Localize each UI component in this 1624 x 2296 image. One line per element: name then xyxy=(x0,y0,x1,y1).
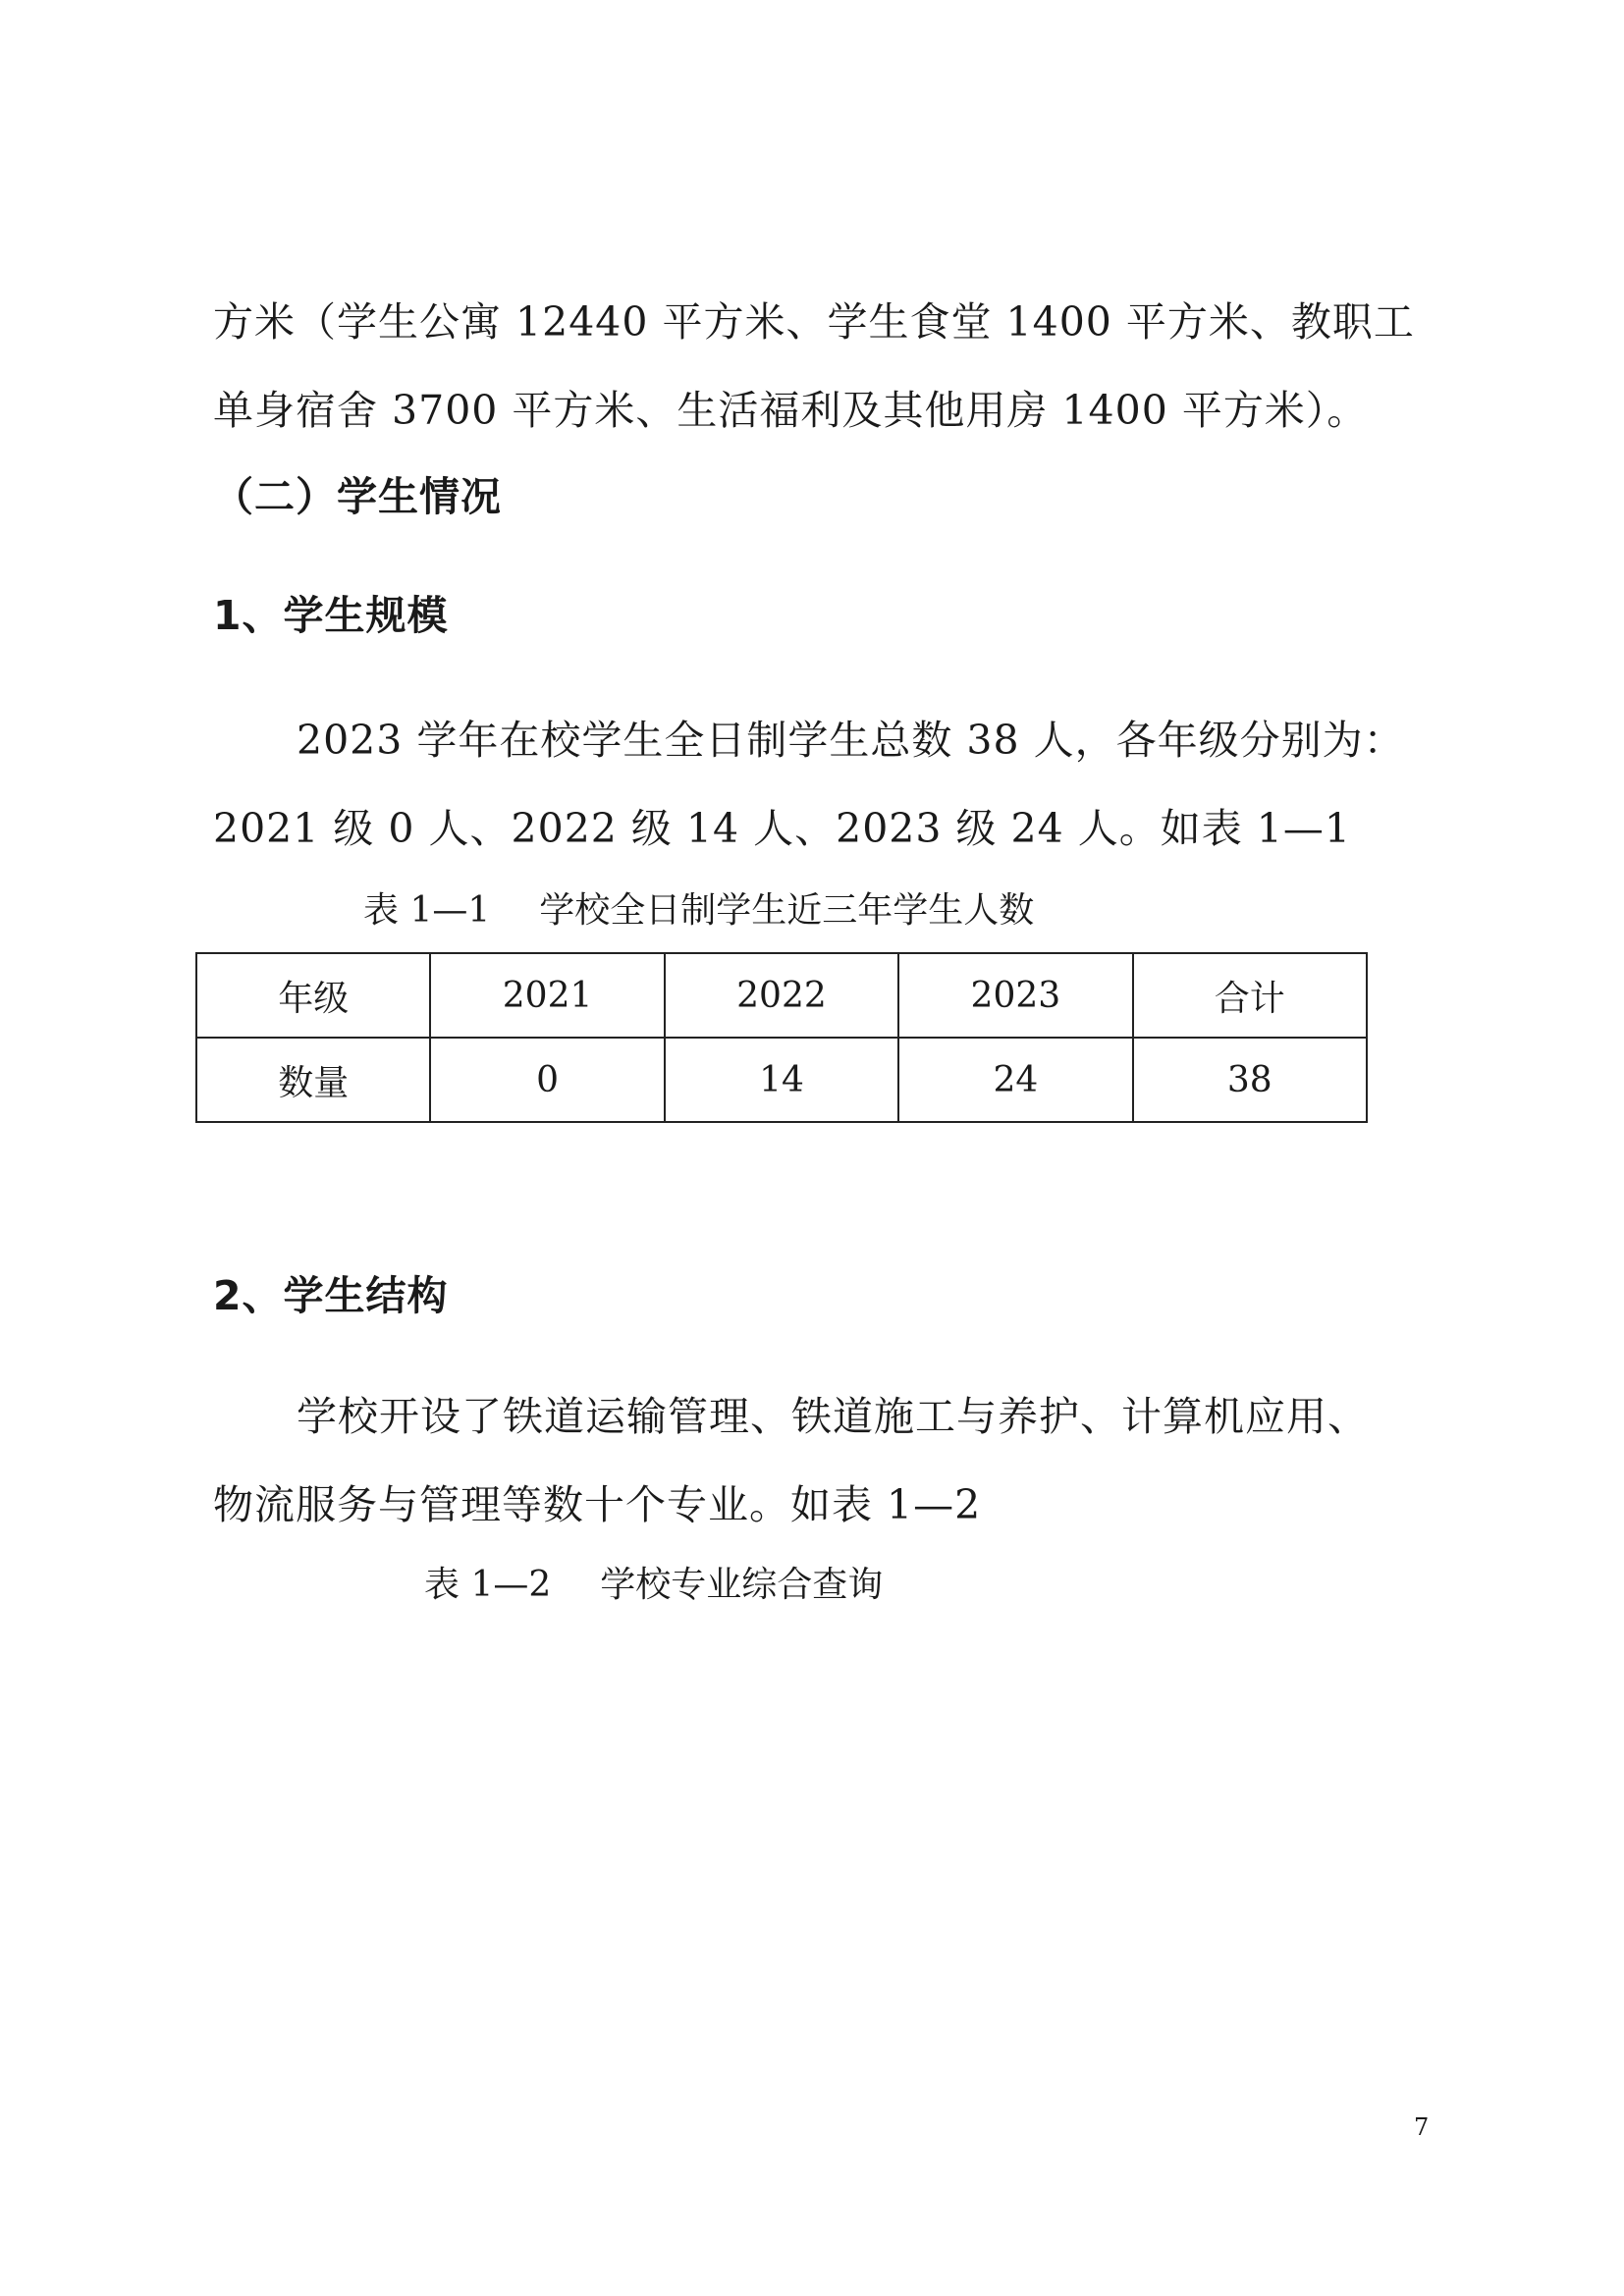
table-cell: 2022 xyxy=(665,953,898,1038)
paragraph-line: 物流服务与管理等数十个专业。如表 1—2 xyxy=(213,1481,982,1528)
table-caption-number: 表 1—2 xyxy=(424,1565,552,1605)
table-cell: 合计 xyxy=(1133,953,1367,1038)
student-count-table xyxy=(195,952,1368,1123)
table-caption-number: 表 1—1 xyxy=(363,890,491,931)
section-heading-student-info: （二）学生情况 xyxy=(213,473,502,520)
table-row xyxy=(196,1038,1367,1122)
subsection-heading-student-structure: 2、学生结构 xyxy=(213,1272,449,1319)
subsection-heading-student-scale: 1、学生规模 xyxy=(213,592,449,639)
table-caption xyxy=(363,886,1034,935)
table-caption-title: 学校全日制学生近三年学生人数 xyxy=(539,890,1035,931)
table-cell: 年级 xyxy=(196,953,430,1038)
paragraph-line: 方米（学生公寓 12440 平方米、学生食堂 1400 平方米、教职工 xyxy=(213,298,1415,346)
page-number: 7 xyxy=(1414,2113,1430,2141)
table-cell: 0 xyxy=(430,1038,664,1122)
table-cell: 2023 xyxy=(898,953,1132,1038)
paragraph-line: 2023 学年在校学生全日制学生总数 38 人，各年级分别为： xyxy=(297,717,1405,764)
table-cell: 数量 xyxy=(196,1038,430,1122)
paragraph-line: 学校开设了铁道运输管理、铁道施工与养护、计算机应用、 xyxy=(297,1393,1369,1440)
paragraph-line: 2021 级 0 人、2022 级 14 人、2023 级 24 人。如表 1—1 xyxy=(213,805,1351,852)
table-cell: 24 xyxy=(898,1038,1132,1122)
table-header-row xyxy=(196,953,1367,1038)
table-cell: 14 xyxy=(665,1038,898,1122)
table-cell: 38 xyxy=(1133,1038,1367,1122)
paragraph-line: 单身宿舍 3700 平方米、生活福利及其他用房 1400 平方米）。 xyxy=(213,387,1369,434)
table-cell: 2021 xyxy=(430,953,664,1038)
table-caption-title: 学校专业综合查询 xyxy=(600,1565,884,1605)
table-caption xyxy=(424,1561,883,1610)
